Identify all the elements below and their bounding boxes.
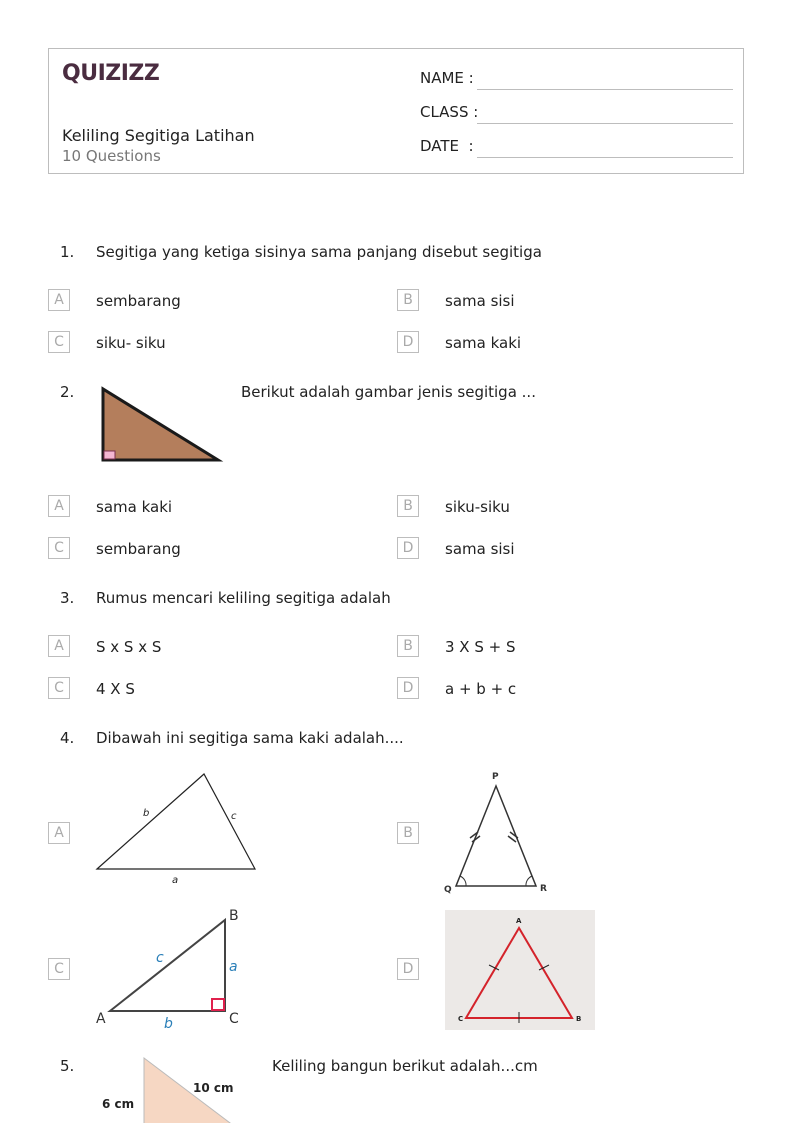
q4-option-a-figure	[94, 770, 260, 890]
q2-option-d-box[interactable]: D	[397, 537, 419, 559]
q2-option-a-box[interactable]: A	[48, 495, 70, 517]
q2-option-a-text: sama kaki	[96, 498, 173, 516]
vertex-label-q: Q	[444, 885, 452, 895]
q4-option-c-box[interactable]: C	[48, 958, 70, 980]
question-4-number: 4.	[60, 729, 75, 747]
question-5-text: Keliling bangun berikut adalah...cm	[272, 1057, 538, 1075]
isosceles-triangle-shape	[456, 786, 536, 886]
side-label-b: b	[164, 1016, 173, 1032]
q3-option-c-box[interactable]: C	[48, 677, 70, 699]
q3-option-a-box[interactable]: A	[48, 635, 70, 657]
q3-option-d-box[interactable]: D	[397, 677, 419, 699]
class-field	[420, 103, 478, 121]
q5-triangle-figure	[92, 1052, 252, 1123]
side-label-c: c	[156, 950, 164, 966]
q4-option-b-box[interactable]: B	[397, 822, 419, 844]
vertex-label-b: B	[576, 1015, 582, 1023]
vertex-label-c: C	[229, 1011, 239, 1027]
scalene-label-a: a	[172, 875, 179, 886]
quizizz-logo: QUIZIZZ	[62, 61, 160, 86]
name-field	[420, 69, 474, 87]
q2-option-c-box[interactable]: C	[48, 537, 70, 559]
question-2-text: Berikut adalah gambar jenis segitiga ...	[241, 383, 536, 401]
vertex-label-p: P	[492, 772, 499, 782]
q4-option-c-figure	[92, 905, 252, 1035]
question-count: 10 Questions	[62, 147, 161, 165]
q3-option-b-box[interactable]: B	[397, 635, 419, 657]
right-triangle-shape	[103, 389, 218, 460]
q5-side-label-10cm: 10 cm	[193, 1081, 234, 1095]
date-field	[420, 137, 474, 155]
class-label: CLASS :	[420, 103, 479, 121]
question-4-text: Dibawah ini segitiga sama kaki adalah....	[96, 729, 404, 747]
angle-arc	[460, 876, 466, 886]
right-angle-marker	[104, 451, 115, 459]
q4-option-b-figure	[440, 768, 555, 898]
q3-option-c-text: 4 X S	[96, 680, 135, 698]
name-line[interactable]	[477, 89, 733, 90]
q4-option-a-box[interactable]: A	[48, 822, 70, 844]
vertex-label-a: A	[96, 1011, 106, 1027]
date-line[interactable]	[477, 157, 733, 158]
question-3-number: 3.	[60, 589, 75, 607]
vertex-label-c: C	[458, 1015, 464, 1023]
right-angle-marker	[212, 999, 224, 1010]
q2-option-c-text: sembarang	[96, 540, 181, 558]
worksheet-title: Keliling Segitiga Latihan	[62, 126, 255, 145]
q2-option-b-box[interactable]: B	[397, 495, 419, 517]
worksheet-header	[48, 48, 744, 174]
right-triangle-abc-shape	[110, 920, 225, 1011]
tick-mark	[508, 836, 516, 842]
vertex-label-a: A	[516, 917, 522, 925]
question-1-number: 1.	[60, 243, 75, 261]
q1-option-c-text: siku- siku	[96, 334, 166, 352]
q3-option-d-text: a + b + c	[445, 680, 517, 698]
q1-option-d-box[interactable]: D	[397, 331, 419, 353]
q5-side-label-6cm: 6 cm	[102, 1097, 135, 1111]
class-line[interactable]	[477, 123, 733, 124]
q4-option-d-figure	[445, 910, 595, 1030]
angle-arc	[526, 876, 532, 886]
q4-option-d-box[interactable]: D	[397, 958, 419, 980]
scalene-label-c: c	[231, 811, 237, 822]
date-label: DATE :	[420, 137, 474, 155]
q3-option-b-text: 3 X S + S	[445, 638, 516, 656]
q2-option-d-text: sama sisi	[445, 540, 515, 558]
question-5-number: 5.	[60, 1057, 75, 1075]
q1-option-d-text: sama kaki	[445, 334, 522, 352]
vertex-label-r: R	[540, 884, 547, 894]
q1-option-b-box[interactable]: B	[397, 289, 419, 311]
question-3-text: Rumus mencari keliling segitiga adalah	[96, 589, 391, 607]
question-1-text: Segitiga yang ketiga sisinya sama panjang disebut segitiga	[96, 243, 542, 261]
q3-option-a-text: S x S x S	[96, 638, 162, 656]
q2-option-b-text: siku-siku	[445, 498, 510, 516]
q1-option-b-text: sama sisi	[445, 292, 515, 310]
question-2-number: 2.	[60, 383, 75, 401]
q2-right-triangle-figure	[96, 384, 226, 466]
q1-option-c-box[interactable]: C	[48, 331, 70, 353]
q1-option-a-text: sembarang	[96, 292, 181, 310]
side-label-a: a	[229, 959, 238, 975]
scalene-label-b: b	[143, 808, 150, 819]
name-label: NAME :	[420, 69, 474, 87]
q1-option-a-box[interactable]: A	[48, 289, 70, 311]
vertex-label-b: B	[229, 908, 239, 924]
